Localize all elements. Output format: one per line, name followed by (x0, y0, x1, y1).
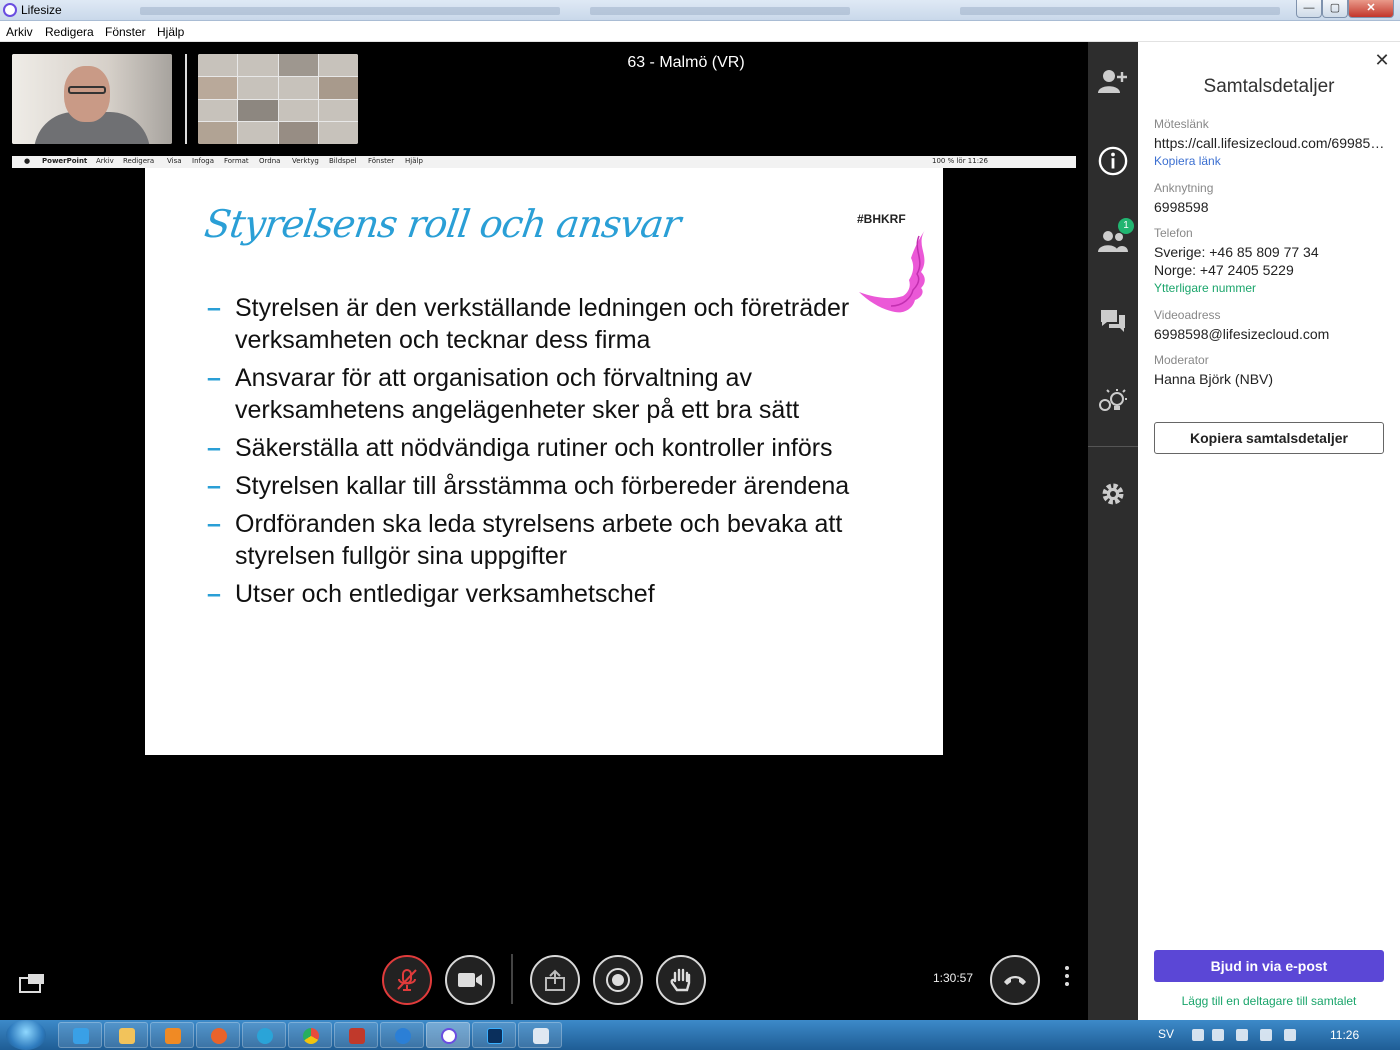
start-button[interactable] (6, 1020, 46, 1050)
video-stage (0, 42, 1088, 1020)
gear-icon (1100, 481, 1126, 507)
moderator-field (1154, 353, 1390, 388)
call-info-button[interactable] (1098, 146, 1128, 176)
gallery-tile (279, 100, 318, 122)
mac-menu-item: Redigera (123, 157, 155, 165)
end-call-button[interactable] (990, 955, 1040, 1005)
menu-bar (0, 21, 1400, 42)
share-screen-button[interactable] (530, 955, 580, 1005)
network-signal-icon[interactable] (1260, 1029, 1272, 1041)
call-timer: 1:30:57 (932, 971, 974, 985)
action-center-flag-icon[interactable] (1212, 1029, 1224, 1041)
slide-bullet: – Säkerställa att nödvändiga rutiner och kontroller införs (207, 434, 833, 462)
side-bar-divider (1088, 446, 1138, 447)
field-label: Möteslänk (1154, 117, 1209, 131)
mac-status-text: 100 % lör 11:26 (932, 157, 988, 165)
chat-button[interactable] (1098, 306, 1128, 336)
add-participant-button[interactable] (1098, 66, 1128, 96)
menu-redigera[interactable]: Redigera (45, 25, 94, 39)
microphone-muted-icon (394, 967, 420, 993)
taskbar-photoshop[interactable] (472, 1022, 516, 1048)
gallery-tile (238, 122, 277, 144)
gallery-tile (238, 54, 277, 76)
lifesize-logo-icon (3, 3, 17, 17)
background-window-ghost (140, 7, 560, 15)
close-panel-button[interactable]: ✕ (1374, 50, 1390, 70)
taskbar-edge[interactable] (242, 1022, 286, 1048)
more-numbers-link[interactable]: Ytterligare nummer (1154, 281, 1257, 295)
share-screen-icon (543, 968, 567, 992)
gallery-tile (279, 54, 318, 76)
taskbar-lifesize[interactable] (426, 1022, 470, 1048)
camera-button[interactable] (445, 955, 495, 1005)
taskbar-firefox[interactable] (196, 1022, 240, 1048)
menu-arkiv[interactable]: Arkiv (6, 25, 33, 39)
mac-menu-item: Fönster (368, 157, 395, 165)
menu-hjalp[interactable]: Hjälp (157, 25, 185, 39)
slide-bullet: – Ansvarar för att organisation och förvaltning av verksamhetens angelägenheter sker på ett bra sätt (207, 364, 800, 424)
media-player-icon (165, 1028, 181, 1044)
gallery-tile (279, 77, 318, 99)
extension-field (1154, 181, 1390, 216)
edge-icon (257, 1028, 273, 1044)
language-indicator[interactable]: SV (1158, 1027, 1175, 1041)
firefox-icon (211, 1028, 227, 1044)
add-person-icon (1098, 68, 1128, 94)
thumbnail-divider (185, 54, 187, 144)
mac-menu-item: Arkiv (96, 157, 114, 165)
windows-taskbar (0, 1020, 1400, 1050)
layout-switch-icon[interactable] (18, 972, 46, 994)
apple-icon: ● (24, 157, 31, 165)
taskbar-skype[interactable] (380, 1022, 424, 1048)
taskbar-notepad[interactable] (518, 1022, 562, 1048)
video-camera-icon (456, 970, 484, 990)
hang-up-icon (1002, 972, 1028, 988)
field-label: Anknytning (1154, 181, 1214, 195)
meeting-link-value: https://call.lifesizecloud.com/69985… (1154, 135, 1385, 151)
slide-bullet: – Utser och entledigar verksamhetschef (207, 580, 655, 608)
shared-screen-menu-bar (12, 156, 1076, 168)
bullet-dash: – (207, 364, 221, 392)
minimize-button[interactable]: — (1296, 0, 1322, 18)
close-window-button[interactable]: ✕ (1348, 0, 1394, 18)
gallery-tile (279, 122, 318, 144)
mac-menu-item: Hjälp (405, 157, 423, 165)
internet-explorer-icon (73, 1028, 89, 1044)
taskbar-media-player[interactable] (150, 1022, 194, 1048)
field-label: Telefon (1154, 226, 1193, 240)
video-address-field (1154, 308, 1390, 343)
participants-count-badge: 1 (1118, 218, 1134, 234)
settings-button[interactable] (1098, 479, 1128, 509)
slide-bullet: – Styrelsen är den verkställande ledningen och företräder verksamheten och tecknar dess firma (207, 294, 850, 354)
more-options-icon[interactable] (1062, 962, 1072, 996)
presentation-settings-button[interactable] (1098, 386, 1128, 416)
mute-microphone-button[interactable] (382, 955, 432, 1005)
usb-device-icon[interactable] (1236, 1029, 1248, 1041)
phone-field (1154, 226, 1390, 295)
bullet-dash: – (207, 510, 221, 538)
mac-menu-item: PowerPoint (42, 157, 88, 165)
bullet-dash: – (207, 580, 221, 608)
person-head (64, 66, 110, 122)
mac-menu-item: Bildspel (329, 157, 357, 165)
record-button[interactable] (593, 955, 643, 1005)
side-icon-bar (1088, 42, 1138, 1020)
notepad-icon (533, 1028, 549, 1044)
gallery-tile (198, 122, 237, 144)
taskbar-explorer[interactable] (104, 1022, 148, 1048)
background-window-ghost (590, 7, 850, 15)
gallery-tile (319, 54, 358, 76)
slide-hashtag: #BHKRF (857, 212, 906, 226)
add-participant-link[interactable]: Lägg till en deltagare till samtalet (1181, 994, 1357, 1008)
raise-hand-button[interactable] (656, 955, 706, 1005)
bullet-dash: – (207, 294, 221, 322)
record-icon (605, 967, 631, 993)
gallery-tile (319, 100, 358, 122)
gallery-tile (319, 122, 358, 144)
call-details-panel (1138, 42, 1400, 1020)
panel-title: Samtalsdetaljer (1203, 76, 1335, 97)
glasses (68, 86, 106, 94)
chat-app-icon (395, 1028, 411, 1044)
chrome-icon (303, 1028, 319, 1044)
control-separator (511, 954, 513, 1004)
gallery-tile (319, 77, 358, 99)
gallery-tile (198, 54, 237, 76)
folder-icon (119, 1028, 135, 1044)
menu-fonster[interactable]: Fönster (105, 25, 146, 39)
taskbar-clock[interactable]: 11:26 (1330, 1028, 1360, 1042)
call-title: 63 - Malmö (VR) (627, 54, 745, 71)
taskbar-save-app[interactable] (334, 1022, 378, 1048)
info-icon (1098, 145, 1128, 177)
presentation-slide (145, 168, 943, 755)
presentation-lightbulb-icon (1098, 388, 1128, 414)
maximize-button[interactable]: ▢ (1322, 0, 1348, 18)
bullet-dash: – (207, 472, 221, 500)
field-label: Moderator (1154, 353, 1209, 367)
mac-menu-item: Infoga (192, 157, 214, 165)
taskbar-internet-explorer[interactable] (58, 1022, 102, 1048)
field-label: Videoadress (1154, 308, 1221, 322)
lifesize-icon (441, 1028, 457, 1044)
invite-by-email-button[interactable]: Bjud in via e-post (1154, 950, 1384, 982)
participant-gallery-video[interactable] (198, 54, 358, 144)
slide-bullet-list (207, 292, 927, 616)
mac-menu-item: Visa (167, 157, 182, 165)
phone-norway: Norge: +47 2405 5229 (1154, 262, 1294, 278)
slide-bullet: – Ordföranden ska leda styrelsens arbete och bevaka att styrelsen fullgör sina uppgifter (207, 510, 843, 570)
moderator-value: Hanna Björk (NBV) (1154, 371, 1274, 387)
phone-sweden: Sverige: +46 85 809 77 34 (1154, 244, 1319, 260)
mac-menu-item: Format (224, 157, 249, 165)
slide-title: Styrelsens roll och ansvar (201, 202, 683, 246)
taskbar-chrome[interactable] (288, 1022, 332, 1048)
gallery-tile (198, 100, 237, 122)
gallery-tile (238, 77, 277, 99)
speaker-volume-icon[interactable] (1284, 1029, 1296, 1041)
floppy-disk-icon (349, 1028, 365, 1044)
window-title-bar (0, 0, 1400, 21)
gallery-tile (238, 100, 277, 122)
mac-menu-item: Verktyg (292, 157, 319, 165)
window-title: Lifesize (21, 3, 62, 17)
slide-bullet: – Styrelsen kallar till årsstämma och förbereder ärendena (207, 472, 850, 500)
gallery-tile (198, 77, 237, 99)
video-address-value: 6998598@lifesizecloud.com (1154, 326, 1330, 342)
copy-link[interactable]: Kopiera länk (1154, 154, 1221, 168)
extension-value: 6998598 (1154, 199, 1209, 215)
raise-hand-icon (669, 967, 693, 993)
self-view-video[interactable] (12, 54, 172, 144)
mac-menu-item: Ordna (259, 157, 281, 165)
background-window-ghost (960, 7, 1280, 15)
tray-chevron-icon[interactable] (1192, 1029, 1204, 1041)
copy-call-details-button[interactable]: Kopiera samtalsdetaljer (1154, 422, 1384, 454)
chat-icon (1099, 308, 1127, 334)
bullet-dash: – (207, 434, 221, 462)
photoshop-icon (487, 1028, 503, 1044)
meeting-link-field (1154, 117, 1390, 168)
